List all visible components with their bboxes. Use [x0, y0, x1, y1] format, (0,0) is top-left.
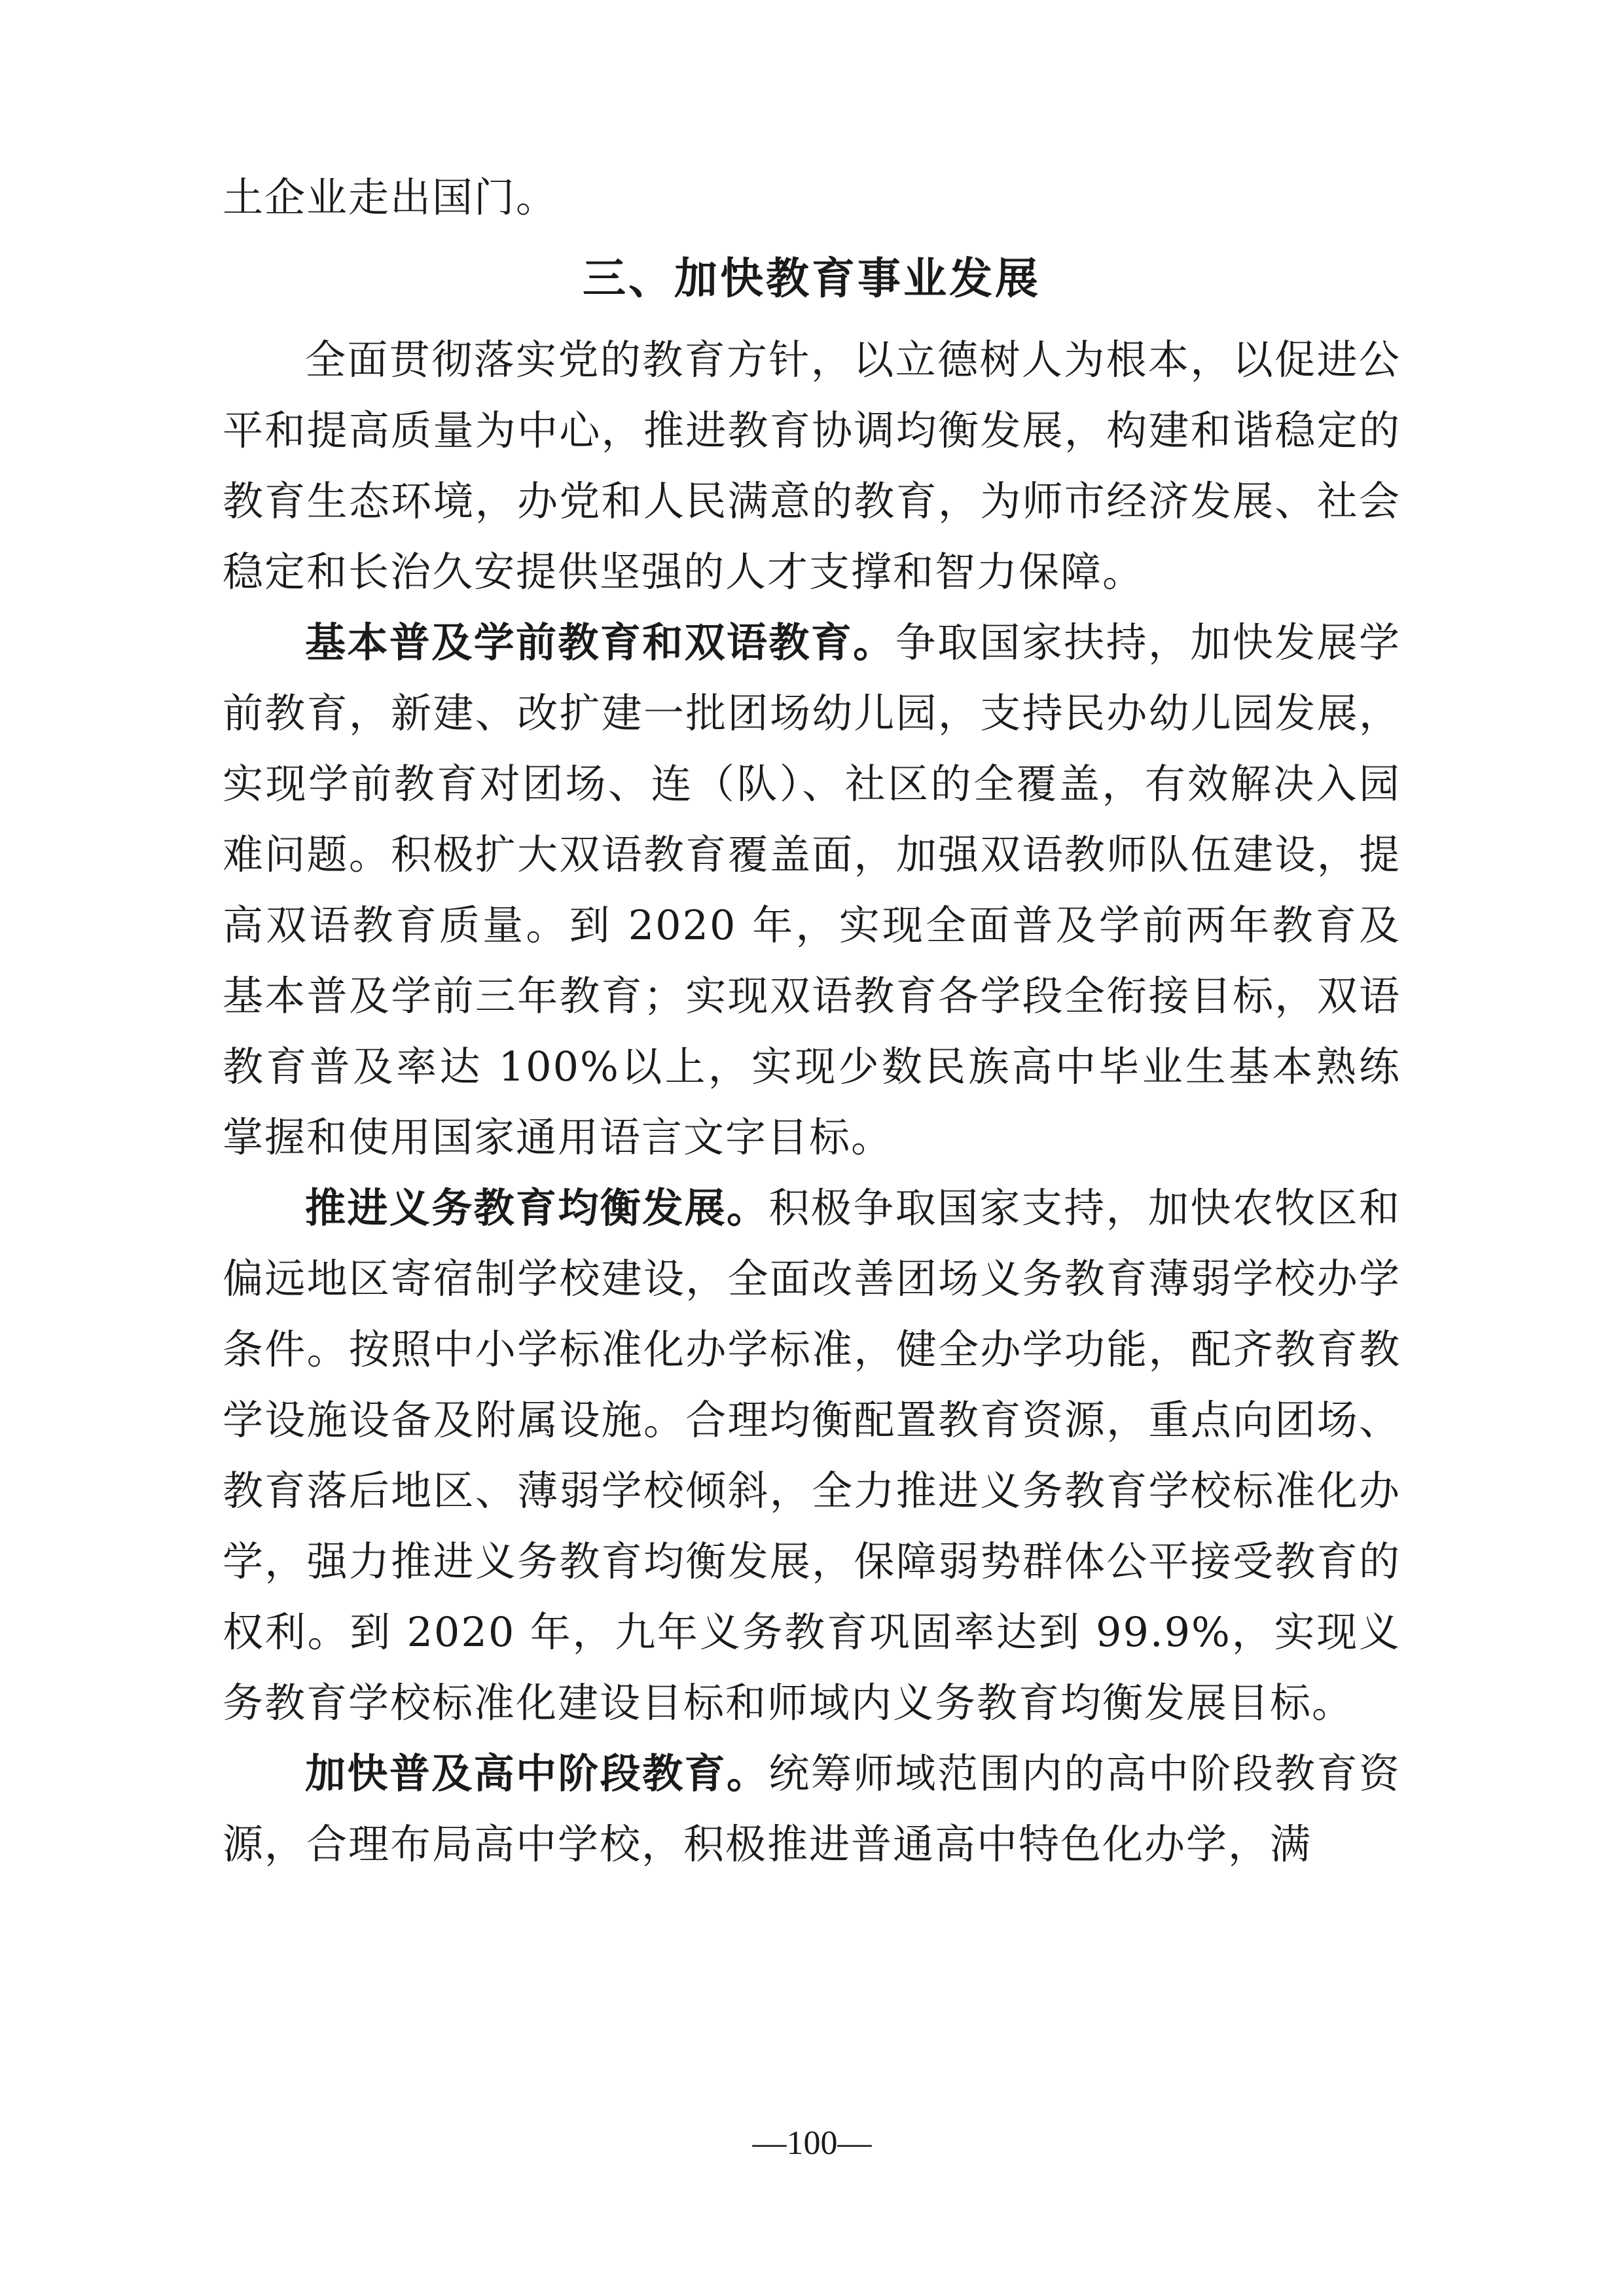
page-number: —100—	[752, 2125, 872, 2162]
paragraph-body: 争取国家扶持，加快发展学前教育，新建、改扩建一批团场幼儿园，支持民办幼儿园发展，实现学前教育对团场、连（队）、社区的全覆盖，有效解决入园难问题。积极扩大双语教育覆盖面，加强双语教师队伍建设，提高双语教育质量。到 2020 年，实现全面普及学前两年教育及基本普及学前三年教育；实现双语教育各学段全衔接目标，双语教育普及率达 100%以上，实现少数民族高中毕业生基本熟练掌握和使用国家通用语言文字目标。	[223, 619, 1401, 1161]
paragraph-lead: 加快普及高中阶段教育。	[305, 1749, 769, 1797]
page-content	[223, 162, 1401, 1880]
intro-paragraph: 全面贯彻落实党的教育方针，以立德树人为根本，以促进公平和提高质量为中心，推进教育协调均衡发展，构建和谐稳定的教育生态环境，办党和人民满意的教育，为师市经济发展、社会稳定和长治久安提供坚强的人才支撑和智力保障。	[223, 336, 1401, 596]
paragraph-body: 统筹师域范围内的高中阶段教育资源，合理布局高中学校，积极推进普通高中特色化办学，满	[223, 1749, 1401, 1868]
section-heading: 三、加快教育事业发展	[583, 253, 1041, 304]
continuation-paragraph: 土企业走出国门。	[223, 173, 558, 221]
high-school-paragraph	[223, 1738, 1401, 1880]
paragraph-lead: 基本普及学前教育和双语教育。	[305, 619, 895, 666]
preschool-paragraph	[223, 607, 1401, 1173]
paragraph-body: 积极争取国家支持，加快农牧区和偏远地区寄宿制学校建设，全面改善团场义务教育薄弱学校办学条件。按照中小学标准化办学标准，健全办学功能，配齐教育教学设施设备及附属设施。合理均衡配置教育资源，重点向团场、教育落后地区、薄弱学校倾斜，全力推进义务教育学校标准化办学，强力推进义务教育均衡发展，保障弱势群体公平接受教育的权利。到 2020 年，九年义务教育巩固率达到 99.9%，实现义务教育学校标准化建设目标和师域内义务教育均衡发展目标。	[223, 1184, 1401, 1727]
compulsory-education-paragraph	[223, 1173, 1401, 1738]
paragraph-lead: 推进义务教育均衡发展。	[305, 1184, 769, 1232]
